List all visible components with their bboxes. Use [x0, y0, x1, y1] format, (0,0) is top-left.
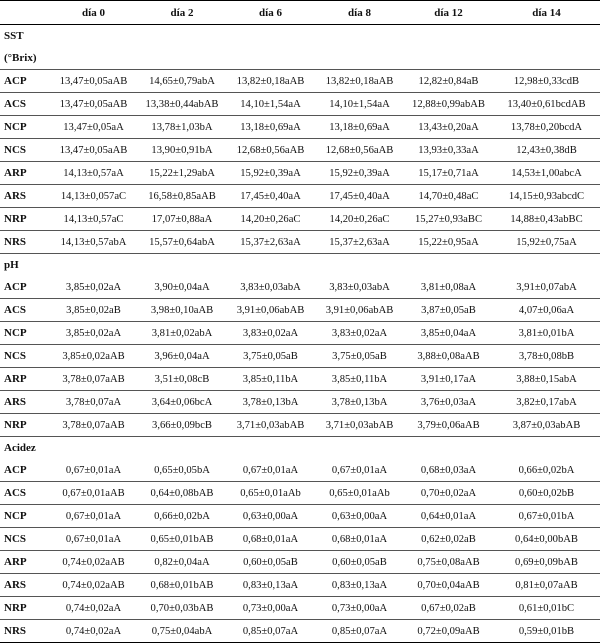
value-cell: 12,68±0,56aAB — [226, 139, 315, 162]
value-cell: 15,37±2,63aA — [315, 231, 404, 254]
value-cell: 13,18±0,69aA — [315, 116, 404, 139]
value-cell: 0,65±0,01aAb — [315, 482, 404, 505]
value-cell: 13,47±0,05aAB — [49, 70, 138, 93]
value-cell: 13,43±0,20aA — [404, 116, 493, 139]
value-cell: 15,27±0,93aBC — [404, 208, 493, 231]
value-cell: 3,78±0,13bA — [315, 391, 404, 414]
value-cell: 16,58±0,85aAB — [138, 185, 226, 208]
header-cell-day-6: día 6 — [226, 1, 315, 25]
table-row — [0, 185, 600, 208]
section-title: SST — [4, 30, 24, 42]
value-cell: 3,96±0,04aA — [138, 345, 226, 368]
table-row — [0, 162, 600, 185]
value-cell: 3,71±0,03abAB — [226, 414, 315, 437]
row-label: NRP — [0, 597, 49, 620]
value-cell: 15,37±2,63aA — [226, 231, 315, 254]
row-label: ACP — [0, 459, 49, 482]
header-cell-day-12: día 12 — [404, 1, 493, 25]
table-row — [0, 391, 600, 414]
value-cell: 3,88±0,08aAB — [404, 345, 493, 368]
value-cell: 12,98±0,33cdB — [493, 70, 600, 93]
value-cell: 0,60±0,02bB — [493, 482, 600, 505]
table-row — [0, 368, 600, 391]
value-cell: 15,22±0,95aA — [404, 231, 493, 254]
row-label: NCP — [0, 116, 49, 139]
row-label: NRP — [0, 208, 49, 231]
value-cell: 17,45±0,40aA — [315, 185, 404, 208]
value-cell: 0,85±0,07aA — [226, 620, 315, 643]
table-row — [0, 70, 600, 93]
value-cell: 14,70±0,48aC — [404, 185, 493, 208]
value-cell: 0,83±0,13aA — [226, 574, 315, 597]
value-cell: 14,13±0,57aA — [49, 162, 138, 185]
row-label: NRS — [0, 620, 49, 643]
value-cell: 13,47±0,05aA — [49, 116, 138, 139]
value-cell: 0,67±0,01aA — [315, 459, 404, 482]
row-label: ARS — [0, 391, 49, 414]
value-cell: 3,81±0,08aA — [404, 276, 493, 299]
value-cell: 0,74±0,02aA — [49, 597, 138, 620]
value-cell: 13,78±1,03bA — [138, 116, 226, 139]
row-label: NCS — [0, 345, 49, 368]
value-cell: 13,47±0,05aAB — [49, 139, 138, 162]
value-cell: 0,68±0,01aA — [226, 528, 315, 551]
value-cell: 0,67±0,01aA — [226, 459, 315, 482]
table-row — [0, 551, 600, 574]
table-row — [0, 276, 600, 299]
value-cell: 13,47±0,05aAB — [49, 93, 138, 116]
value-cell: 14,10±1,54aA — [315, 93, 404, 116]
value-cell: 14,13±0,57abA — [49, 231, 138, 254]
row-label: NCS — [0, 528, 49, 551]
value-cell: 12,68±0,56aAB — [315, 139, 404, 162]
value-cell: 3,85±0,11bA — [315, 368, 404, 391]
value-cell: 14,13±0,57aC — [49, 208, 138, 231]
value-cell: 3,78±0,07aAB — [49, 414, 138, 437]
value-cell: 3,83±0,02aA — [226, 322, 315, 345]
value-cell: 14,15±0,93abcdC — [493, 185, 600, 208]
value-cell: 0,74±0,02aA — [49, 620, 138, 643]
value-cell: 3,83±0,02aA — [315, 322, 404, 345]
value-cell: 0,70±0,04aAB — [404, 574, 493, 597]
value-cell: 13,38±0,44abAB — [138, 93, 226, 116]
value-cell: 0,61±0,01bC — [493, 597, 600, 620]
header-cell-day-2: día 2 — [138, 1, 226, 25]
value-cell: 15,92±0,39aA — [315, 162, 404, 185]
value-cell: 0,67±0,01aAB — [49, 482, 138, 505]
row-label: ACS — [0, 299, 49, 322]
value-cell: 3,78±0,07aAB — [49, 368, 138, 391]
value-cell: 3,66±0,09bcB — [138, 414, 226, 437]
table-row — [0, 528, 600, 551]
table-row — [0, 620, 600, 643]
table-row — [0, 574, 600, 597]
value-cell: 3,64±0,06bcA — [138, 391, 226, 414]
value-cell: 3,82±0,17abA — [493, 391, 600, 414]
value-cell: 3,87±0,03abAB — [493, 414, 600, 437]
value-cell: 3,76±0,03aA — [404, 391, 493, 414]
value-cell: 4,07±0,06aA — [493, 299, 600, 322]
table-row — [0, 597, 600, 620]
value-cell: 0,83±0,13aA — [315, 574, 404, 597]
value-cell: 3,85±0,02aA — [49, 276, 138, 299]
value-cell: 14,20±0,26aC — [226, 208, 315, 231]
row-label: ARP — [0, 162, 49, 185]
header-row — [0, 1, 600, 25]
header-cell-corner — [0, 1, 49, 25]
section-title: pH — [4, 259, 19, 271]
value-cell: 0,81±0,07aAB — [493, 574, 600, 597]
value-cell: 15,92±0,39aA — [226, 162, 315, 185]
value-cell: 13,78±0,20bcdA — [493, 116, 600, 139]
value-cell: 13,90±0,91bA — [138, 139, 226, 162]
value-cell: 13,18±0,69aA — [226, 116, 315, 139]
value-cell: 3,81±0,01bA — [493, 322, 600, 345]
value-cell: 12,88±0,99abAB — [404, 93, 493, 116]
value-cell: 3,75±0,05aB — [315, 345, 404, 368]
row-label: ARP — [0, 551, 49, 574]
value-cell: 0,72±0,09aAB — [404, 620, 493, 643]
value-cell: 3,91±0,06abAB — [315, 299, 404, 322]
section-unit-row — [0, 47, 600, 70]
value-cell: 0,70±0,03bAB — [138, 597, 226, 620]
value-cell: 0,75±0,04abA — [138, 620, 226, 643]
value-cell: 13,40±0,61bcdAB — [493, 93, 600, 116]
value-cell: 14,65±0,79abA — [138, 70, 226, 93]
section-title: Acidez — [4, 442, 36, 454]
row-label: NCP — [0, 505, 49, 528]
value-cell: 0,74±0,02aAB — [49, 551, 138, 574]
value-cell: 0,60±0,05aB — [226, 551, 315, 574]
row-label: ACS — [0, 482, 49, 505]
value-cell: 15,92±0,75aA — [493, 231, 600, 254]
value-cell: 0,82±0,04aA — [138, 551, 226, 574]
value-cell: 13,82±0,18aAB — [315, 70, 404, 93]
value-cell: 3,91±0,07abA — [493, 276, 600, 299]
value-cell: 0,64±0,08bAB — [138, 482, 226, 505]
value-cell: 3,85±0,11bA — [226, 368, 315, 391]
value-cell: 0,62±0,02aB — [404, 528, 493, 551]
value-cell: 3,88±0,15abA — [493, 368, 600, 391]
value-cell: 0,59±0,01bB — [493, 620, 600, 643]
value-cell: 14,10±1,54aA — [226, 93, 315, 116]
value-cell: 0,63±0,00aA — [315, 505, 404, 528]
value-cell: 3,83±0,03abA — [226, 276, 315, 299]
value-cell: 3,85±0,04aA — [404, 322, 493, 345]
value-cell: 14,20±0,26aC — [315, 208, 404, 231]
value-cell: 3,79±0,06aAB — [404, 414, 493, 437]
value-cell: 3,85±0,02aAB — [49, 345, 138, 368]
value-cell: 13,93±0,33aA — [404, 139, 493, 162]
value-cell: 3,98±0,10aAB — [138, 299, 226, 322]
table-row — [0, 93, 600, 116]
table-row — [0, 482, 600, 505]
table-row — [0, 208, 600, 231]
value-cell: 3,90±0,04aA — [138, 276, 226, 299]
value-cell: 0,73±0,00aA — [315, 597, 404, 620]
value-cell: 12,43±0,38dB — [493, 139, 600, 162]
table-body — [0, 25, 600, 643]
value-cell: 0,66±0,02bA — [493, 459, 600, 482]
row-label: NRS — [0, 231, 49, 254]
table-row — [0, 459, 600, 482]
table-row — [0, 505, 600, 528]
table-row — [0, 414, 600, 437]
value-cell: 14,53±1,00abcA — [493, 162, 600, 185]
value-cell: 3,78±0,08bB — [493, 345, 600, 368]
row-label: NCP — [0, 322, 49, 345]
value-cell: 0,65±0,01bAB — [138, 528, 226, 551]
value-cell: 13,82±0,18aAB — [226, 70, 315, 93]
table-row — [0, 116, 600, 139]
value-cell: 0,63±0,00aA — [226, 505, 315, 528]
value-cell: 0,67±0,02aB — [404, 597, 493, 620]
value-cell: 0,67±0,01bA — [493, 505, 600, 528]
value-cell: 15,17±0,71aA — [404, 162, 493, 185]
value-cell: 0,73±0,00aA — [226, 597, 315, 620]
value-cell: 0,74±0,02aAB — [49, 574, 138, 597]
value-cell: 3,78±0,13bA — [226, 391, 315, 414]
value-cell: 0,85±0,07aA — [315, 620, 404, 643]
row-label: ARS — [0, 574, 49, 597]
header-cell-day-14: día 14 — [493, 1, 600, 25]
table-row — [0, 299, 600, 322]
value-cell: 3,83±0,03abA — [315, 276, 404, 299]
row-label: ARS — [0, 185, 49, 208]
value-cell: 0,68±0,03aA — [404, 459, 493, 482]
value-cell: 0,70±0,02aA — [404, 482, 493, 505]
row-label: NCS — [0, 139, 49, 162]
table-row — [0, 231, 600, 254]
row-label: ACP — [0, 70, 49, 93]
value-cell: 12,82±0,84aB — [404, 70, 493, 93]
value-cell: 15,57±0,64abA — [138, 231, 226, 254]
value-cell: 0,65±0,05bA — [138, 459, 226, 482]
value-cell: 14,88±0,43abBC — [493, 208, 600, 231]
value-cell: 0,67±0,01aA — [49, 459, 138, 482]
section-title-row — [0, 254, 600, 277]
section-unit: (°Brix) — [0, 47, 600, 70]
value-cell: 3,87±0,05aB — [404, 299, 493, 322]
value-cell: 3,81±0,02abA — [138, 322, 226, 345]
value-cell: 3,91±0,06abAB — [226, 299, 315, 322]
value-cell: 3,75±0,05aB — [226, 345, 315, 368]
value-cell: 0,60±0,05aB — [315, 551, 404, 574]
value-cell: 17,45±0,40aA — [226, 185, 315, 208]
row-label: ARP — [0, 368, 49, 391]
table-row — [0, 139, 600, 162]
value-cell: 0,66±0,02bA — [138, 505, 226, 528]
value-cell: 0,67±0,01aA — [49, 528, 138, 551]
row-label: ACP — [0, 276, 49, 299]
header-cell-day-8: día 8 — [315, 1, 404, 25]
value-cell: 3,91±0,17aA — [404, 368, 493, 391]
table-row — [0, 322, 600, 345]
value-cell: 0,65±0,01aAb — [226, 482, 315, 505]
value-cell: 3,85±0,02aA — [49, 322, 138, 345]
value-cell: 0,64±0,00bAB — [493, 528, 600, 551]
value-cell: 0,69±0,09bAB — [493, 551, 600, 574]
header-cell-day-0: día 0 — [49, 1, 138, 25]
value-cell: 14,13±0,057aC — [49, 185, 138, 208]
table-row — [0, 345, 600, 368]
section-title-row — [0, 437, 600, 460]
value-cell: 0,68±0,01bAB — [138, 574, 226, 597]
value-cell: 3,85±0,02aB — [49, 299, 138, 322]
value-cell: 3,51±0,08cB — [138, 368, 226, 391]
value-cell: 0,64±0,01aA — [404, 505, 493, 528]
value-cell: 0,75±0,08aAB — [404, 551, 493, 574]
value-cell: 17,07±0,88aA — [138, 208, 226, 231]
value-cell: 15,22±1,29abA — [138, 162, 226, 185]
value-cell: 0,67±0,01aA — [49, 505, 138, 528]
value-cell: 3,78±0,07aA — [49, 391, 138, 414]
value-cell: 0,68±0,01aA — [315, 528, 404, 551]
section-title-row — [0, 25, 600, 48]
value-cell: 3,71±0,03abAB — [315, 414, 404, 437]
row-label: NRP — [0, 414, 49, 437]
row-label: ACS — [0, 93, 49, 116]
